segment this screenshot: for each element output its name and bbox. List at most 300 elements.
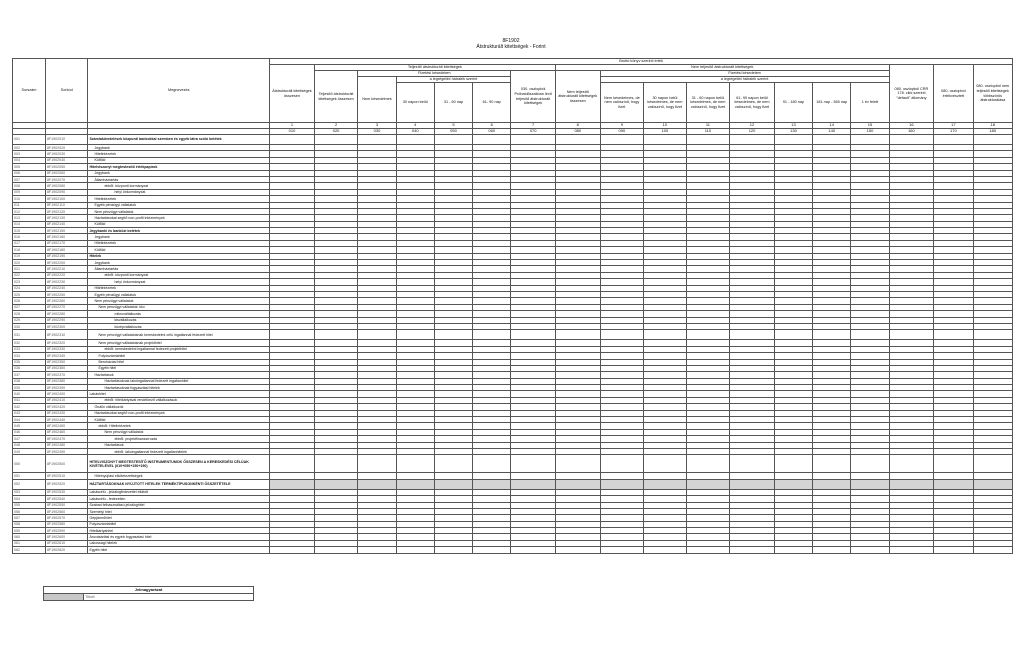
column-code: 060 [473, 129, 511, 135]
value-cell[interactable] [851, 455, 889, 473]
value-cell[interactable] [434, 455, 472, 473]
row-code: 8F1902390 [45, 385, 88, 391]
value-cell[interactable] [473, 330, 511, 340]
row-label: Személyi hitel [88, 508, 270, 514]
row-code: 8F1902510 [45, 473, 88, 479]
column-number: 2 [314, 123, 358, 129]
row-label: Áruvásárlási és egyéb fogyasztási hitel [88, 534, 270, 540]
value-cell[interactable] [644, 547, 687, 553]
row-code: 8F1902140 [45, 221, 88, 227]
row-code: 8F1902350 [45, 359, 88, 365]
row-code: 8F1902490 [45, 448, 88, 454]
row-label: Lakáshitel [88, 391, 270, 397]
value-cell[interactable] [973, 479, 1012, 489]
value-cell[interactable] [511, 479, 556, 489]
row-code: 8F1902360 [45, 365, 88, 371]
row-number: 048 [13, 442, 46, 448]
row-code: 8F1902080 [45, 183, 88, 189]
value-cell[interactable] [973, 135, 1012, 145]
value-cell[interactable] [434, 330, 472, 340]
value-cell[interactable] [358, 455, 396, 473]
value-cell[interactable] [934, 455, 973, 473]
legend-title: Jelmagyarázat [44, 587, 254, 594]
row-code: 8F1902070 [45, 176, 88, 182]
value-cell[interactable] [644, 455, 687, 473]
row-code: 8F1902090 [45, 189, 88, 195]
value-cell[interactable] [686, 330, 730, 340]
value-cell[interactable] [934, 479, 973, 489]
value-cell[interactable] [730, 135, 775, 145]
row-number: 047 [13, 436, 46, 442]
value-cell[interactable] [686, 479, 730, 489]
row-number: 019 [13, 253, 46, 259]
value-cell[interactable] [396, 135, 434, 145]
row-number: 013 [13, 215, 46, 221]
row-label: Hitelintézetek [88, 151, 270, 157]
row-number: 025 [13, 291, 46, 297]
row-number: 011 [13, 202, 46, 208]
row-label: Egyéb pénzügyi vállalatok [88, 291, 270, 297]
value-cell[interactable] [774, 479, 812, 489]
header-30-napon-belul: 30 napon belül [396, 83, 434, 123]
value-cell[interactable] [851, 547, 889, 553]
column-number: 13 [774, 123, 812, 129]
row-label: Nem pénzügyi vállalatok [88, 208, 270, 214]
value-cell[interactable] [600, 330, 644, 340]
column-number: 5 [434, 123, 472, 129]
value-cell[interactable] [644, 330, 687, 340]
row-number: 006 [13, 170, 46, 176]
row-code: 8F1902430 [45, 410, 88, 416]
value-cell[interactable] [851, 135, 889, 145]
row-number: 009 [13, 189, 46, 195]
row-number: 033 [13, 346, 46, 352]
row-code: 8F1902280 [45, 311, 88, 317]
value-cell[interactable] [813, 455, 851, 473]
column-number: 9 [600, 123, 644, 129]
column-code: 140 [813, 129, 851, 135]
header-brutto: Bruttó könyv szerinti érték [270, 59, 1013, 65]
value-cell[interactable] [314, 479, 358, 489]
row-label: ebből: Hitelintézetek [88, 423, 270, 429]
row-code: 8F1902560 [45, 508, 88, 514]
row-number: 053 [13, 489, 46, 495]
column-number: 15 [851, 123, 889, 129]
column-code: 130 [774, 129, 812, 135]
row-number: 015 [13, 228, 46, 234]
row-label: középvállalkozás [88, 323, 270, 329]
row-code: 8F1902610 [45, 540, 88, 546]
row-number: 017 [13, 240, 46, 246]
row-label: helyi önkormányzat [88, 279, 270, 285]
header-legregebbi: a legrégebbi hátralék szerint [396, 77, 511, 83]
value-cell[interactable] [644, 135, 687, 145]
value-cell[interactable] [686, 135, 730, 145]
row-code: 8F1902580 [45, 521, 88, 527]
column-code: 120 [730, 129, 775, 135]
row-label: Hitelnyújtási elkötelezettségek [88, 473, 270, 479]
row-number: 008 [13, 183, 46, 189]
value-cell[interactable] [730, 547, 775, 553]
legend-swatch-grey [44, 594, 84, 601]
value-cell[interactable] [934, 135, 973, 145]
row-number: 030 [13, 323, 46, 329]
row-label: kisvállalkozás [88, 317, 270, 323]
row-label: ebből: lakóingatlannal fedezett ingatlanhitelek [88, 448, 270, 454]
value-cell[interactable] [889, 479, 934, 489]
row-label: helyi önkormányzat [88, 189, 270, 195]
header-nem-teljesito-osszesen: Nem teljesítő átstrukturált kitettségek összesen [555, 71, 600, 123]
row-number: 042 [13, 404, 46, 410]
value-cell[interactable] [555, 547, 600, 553]
row-code: 8F1902500 [45, 455, 88, 473]
row-label: Háztartásokat segítő non-profit intézmények [88, 410, 270, 416]
row-code: 8F1902570 [45, 515, 88, 521]
row-number: 007 [13, 176, 46, 182]
value-cell[interactable] [600, 547, 644, 553]
value-cell[interactable] [730, 330, 775, 340]
table-row [13, 455, 1013, 473]
header-tobbszoros: 080. oszlopból nem teljesítő kitettségek többszörös átstrukturálása [973, 65, 1012, 123]
value-cell[interactable] [473, 135, 511, 145]
row-code: 8F1902600 [45, 534, 88, 540]
value-cell[interactable] [600, 455, 644, 473]
table-row [13, 479, 1013, 489]
row-code: 8F1902050 [45, 164, 88, 170]
row-code: 8F1902470 [45, 436, 88, 442]
value-cell[interactable] [511, 547, 556, 553]
value-cell[interactable] [774, 547, 812, 553]
header-31-60-nap: 31 - 60 nap [434, 83, 472, 123]
row-code: 8F1902100 [45, 196, 88, 202]
row-number: 004 [13, 157, 46, 163]
row-number: 036 [13, 365, 46, 371]
row-label: Gépjárműhitel [88, 515, 270, 521]
row-number: 001 [13, 135, 46, 145]
row-number: 003 [13, 151, 46, 157]
report-subtitle: Átstrukturált kitettségek - Forint [476, 44, 546, 50]
column-code: 030 [358, 129, 396, 135]
header-ertekvesztett: 080. oszlopból értékvesztett [934, 65, 973, 123]
value-cell[interactable] [774, 135, 812, 145]
column-number: 10 [644, 123, 687, 129]
column-number: 7 [511, 123, 556, 129]
row-number: 005 [13, 164, 46, 170]
row-number: 038 [13, 378, 46, 384]
column-code: 100 [644, 129, 687, 135]
value-cell[interactable] [396, 479, 434, 489]
row-code: 8F1902320 [45, 340, 88, 346]
row-number: 041 [13, 397, 46, 403]
row-code: 8F1902440 [45, 417, 88, 423]
header-30-napon-belul-kes: 30 napon belül késedelmes, de nem valószínű, hogy fizet [644, 83, 687, 123]
header-sorkod: Sorkód [45, 59, 88, 123]
value-cell[interactable] [889, 330, 934, 340]
row-code: 8F1902460 [45, 429, 88, 435]
value-cell[interactable] [473, 479, 511, 489]
value-cell[interactable] [600, 479, 644, 489]
row-code: 8F1902200 [45, 260, 88, 266]
row-label: Államháztartás [88, 266, 270, 272]
column-number: 12 [730, 123, 775, 129]
header-teljesito-osszesen: Teljesítő átstrukturált kitettségek összesen [314, 71, 358, 123]
row-code: 8F1902380 [45, 378, 88, 384]
value-cell[interactable] [555, 330, 600, 340]
value-cell[interactable] [851, 479, 889, 489]
value-cell[interactable] [434, 479, 472, 489]
row-label: Nem pénzügyi vállalatok: kkv [88, 304, 270, 310]
value-cell[interactable] [813, 479, 851, 489]
row-code: 8F1902400 [45, 391, 88, 397]
row-number: 002 [13, 145, 46, 151]
value-cell[interactable] [889, 135, 934, 145]
row-label: Egyéb hitel [88, 547, 270, 553]
row-code: 8F1902590 [45, 528, 88, 534]
value-cell[interactable] [270, 135, 315, 145]
row-code: 8F1902190 [45, 253, 88, 259]
column-code: 050 [434, 129, 472, 135]
row-label: Külföld [88, 157, 270, 163]
row-label: Külföld [88, 221, 270, 227]
row-label: Háztartások [88, 442, 270, 448]
row-label: HÁZTARTÁSOKNAK NYÚJTOTT HITELEK TERMÉKTÍPUSONKÉNTI ÖSSZETÉTELE [88, 479, 270, 489]
value-cell[interactable] [358, 330, 396, 340]
value-cell[interactable] [314, 330, 358, 340]
row-code: 8F1902030 [45, 151, 88, 157]
row-code: 8F1902450 [45, 423, 88, 429]
header-fizetesi-kesedelem: Fizetési késedelem [358, 71, 511, 77]
value-cell[interactable] [889, 547, 934, 553]
row-label: ebből: projektfinanszírozás [88, 436, 270, 442]
header-nem-teljesito-group: Nem teljesítő átstrukturált kitettségek [555, 65, 889, 71]
row-label: ebből: hitelkártyával rendelkező vállalkozások [88, 397, 270, 403]
legend-item-label: Tiltott [84, 594, 254, 601]
row-number: 031 [13, 330, 46, 340]
row-code: 8F1902220 [45, 272, 88, 278]
row-label: ebből: központi kormányzat [88, 272, 270, 278]
row-label: Jegybank [88, 260, 270, 266]
row-label: Háztartások [88, 372, 270, 378]
value-cell[interactable] [973, 547, 1012, 553]
row-label: Folyószámlahitel [88, 353, 270, 359]
row-label: ebből: kereskedelmi ingatlannal fedezett projekthitel [88, 346, 270, 352]
row-number: 040 [13, 391, 46, 397]
value-cell[interactable] [774, 330, 812, 340]
table-row [13, 330, 1013, 340]
column-code: 010 [270, 129, 315, 135]
row-code: 8F1902310 [45, 330, 88, 340]
row-label: HITELVISZONYT MEGTESTESÍTŐ INSTRUMENTUMOK ÖSSZESEN A KERESKEDÉSI CÉLÚAK KIVÉTELÉVEL (010+050+150+190) [88, 455, 270, 473]
row-number: 039 [13, 385, 46, 391]
row-label: Jegybank [88, 234, 270, 240]
value-cell[interactable] [511, 330, 556, 340]
row-number: 026 [13, 298, 46, 304]
value-cell[interactable] [270, 455, 315, 473]
value-cell[interactable] [686, 547, 730, 553]
row-label: Államháztartás [88, 176, 270, 182]
row-code: 8F1902120 [45, 208, 88, 214]
row-number: 024 [13, 285, 46, 291]
row-number: 027 [13, 304, 46, 310]
row-label: Külföld [88, 247, 270, 253]
row-code: 8F1902300 [45, 323, 88, 329]
row-number: 020 [13, 260, 46, 266]
value-cell[interactable] [473, 455, 511, 473]
value-cell[interactable] [358, 479, 396, 489]
row-code: 8F1902340 [45, 353, 88, 359]
column-code: 160 [889, 129, 934, 135]
value-cell[interactable] [600, 135, 644, 145]
header-megnevezes: Megnevezés [88, 59, 270, 123]
header-1-ev-felett: 1 év felett [851, 83, 889, 123]
row-label: Nem pénzügyi vállalatoknak kereskedelmi célú ingatlannal fedezett hitel [88, 330, 270, 340]
column-number: 6 [473, 123, 511, 129]
row-number: 061 [13, 540, 46, 546]
header-181-365-nap: 181 nap - 365 nap [813, 83, 851, 123]
row-label: Folyószámlahitel [88, 521, 270, 527]
column-code: 070 [511, 129, 556, 135]
column-code: 040 [396, 129, 434, 135]
row-label: Egyéb pénzügyi vállalatok [88, 202, 270, 208]
value-cell[interactable] [774, 455, 812, 473]
header-61-90-nap: 61- 90 nap [473, 83, 511, 123]
row-number: 056 [13, 508, 46, 514]
row-label: Jegybank [88, 170, 270, 176]
value-cell[interactable] [473, 547, 511, 553]
row-code: 8F1902160 [45, 234, 88, 240]
column-number: 17 [934, 123, 973, 129]
row-number: 044 [13, 417, 46, 423]
value-cell[interactable] [934, 330, 973, 340]
row-code: 8F1902210 [45, 266, 88, 272]
header-31-60-napon-belul: 31 - 60 napon belül késedelmes, de nem valószínű, hogy fizet [686, 83, 730, 123]
value-cell[interactable] [934, 547, 973, 553]
value-cell[interactable] [730, 479, 775, 489]
row-label: Egyéb hitel [88, 365, 270, 371]
value-cell[interactable] [511, 455, 556, 473]
report-code: 8F1902 [502, 38, 520, 44]
row-code: 8F1902150 [45, 228, 88, 234]
row-number: 054 [13, 496, 46, 502]
column-number: 3 [358, 123, 396, 129]
row-code: 8F1902480 [45, 442, 88, 448]
value-cell[interactable] [511, 135, 556, 145]
report-table [12, 58, 1013, 554]
row-number: 057 [13, 515, 46, 521]
document-titles [0, 38, 1022, 50]
row-label: Számlakövetelések központi bankokkal szemben és egyéb látra szóló betétek [88, 135, 270, 145]
value-cell[interactable] [973, 455, 1012, 473]
value-cell[interactable] [270, 547, 315, 553]
value-cell[interactable] [686, 455, 730, 473]
row-label: ebből: központi kormányzat [88, 183, 270, 189]
value-cell[interactable] [889, 455, 934, 473]
row-label: Hitelek [88, 253, 270, 259]
row-code: 8F1902540 [45, 496, 88, 502]
value-cell[interactable] [270, 330, 315, 340]
value-cell[interactable] [851, 330, 889, 340]
value-cell[interactable] [314, 455, 358, 473]
value-cell[interactable] [314, 547, 358, 553]
row-code: 8F1902260 [45, 298, 88, 304]
row-number: 050 [13, 455, 46, 473]
row-code: 8F1902550 [45, 502, 88, 508]
column-code: 020 [314, 129, 358, 135]
row-number: 051 [13, 473, 46, 479]
row-number: 021 [13, 266, 46, 272]
row-code: 8F1902060 [45, 170, 88, 176]
row-number: 046 [13, 429, 46, 435]
value-cell[interactable] [314, 135, 358, 145]
row-label: Hitelviszonyt megtestesítő értékpapírok [88, 164, 270, 170]
row-number: 028 [13, 311, 46, 317]
row-label: Hitelintézetek [88, 240, 270, 246]
value-cell[interactable] [434, 547, 472, 553]
row-number: 058 [13, 521, 46, 527]
value-cell[interactable] [434, 135, 472, 145]
row-number: 012 [13, 208, 46, 214]
row-label: Hitelintézetek [88, 285, 270, 291]
value-cell[interactable] [813, 330, 851, 340]
row-label: Háztartásoknak fogyasztási hitelek [88, 385, 270, 391]
row-number: 029 [13, 317, 46, 323]
header-legregebbi-2: a legrégebbi hátralék szerint [600, 77, 889, 83]
row-code: 8F1902020 [45, 145, 88, 151]
row-label: Jegybanki és banközi betétek [88, 228, 270, 234]
value-cell[interactable] [555, 135, 600, 145]
row-number: 016 [13, 234, 46, 240]
row-label: Külföld [88, 417, 270, 423]
column-number: 8 [555, 123, 600, 129]
row-number: 022 [13, 272, 46, 278]
value-cell[interactable] [358, 135, 396, 145]
row-number: 034 [13, 353, 46, 359]
row-number: 045 [13, 423, 46, 429]
column-code: 080 [555, 129, 600, 135]
value-cell[interactable] [973, 330, 1012, 340]
row-number: 043 [13, 410, 46, 416]
header-atstrukturalt-osszesen: Átstrukturált kitettségek összesen [270, 65, 315, 123]
row-code: 8F1902180 [45, 247, 88, 253]
row-code: 8F1902040 [45, 157, 88, 163]
value-cell[interactable] [813, 135, 851, 145]
value-cell[interactable] [813, 547, 851, 553]
value-cell[interactable] [396, 455, 434, 473]
value-cell[interactable] [555, 455, 600, 473]
row-label: Lakáscélú - jelzálogfedezettel ellátott [88, 489, 270, 495]
value-cell[interactable] [270, 479, 315, 489]
value-cell[interactable] [396, 330, 434, 340]
column-number: 16 [889, 123, 934, 129]
value-cell[interactable] [555, 479, 600, 489]
row-number: 032 [13, 340, 46, 346]
value-cell[interactable] [730, 455, 775, 473]
row-code: 8F1902620 [45, 547, 88, 553]
row-number: 052 [13, 479, 46, 489]
row-code: 8F1902530 [45, 489, 88, 495]
header-teljesito-group: Teljesítő átstrukturált kitettségek [314, 65, 555, 71]
row-code: 8F1902420 [45, 404, 88, 410]
column-code: 180 [973, 129, 1012, 135]
row-number: 014 [13, 221, 46, 227]
value-cell[interactable] [644, 479, 687, 489]
header-nem-kes-valoszinu: Nem késedelmes, de nem valószínű, hogy fizet [600, 83, 644, 123]
column-number: 1 [270, 123, 315, 129]
value-cell[interactable] [358, 547, 396, 553]
header-91-180-nap: 91 - 180 nap [774, 83, 812, 123]
value-cell[interactable] [396, 547, 434, 553]
row-code: 8F1902240 [45, 285, 88, 291]
